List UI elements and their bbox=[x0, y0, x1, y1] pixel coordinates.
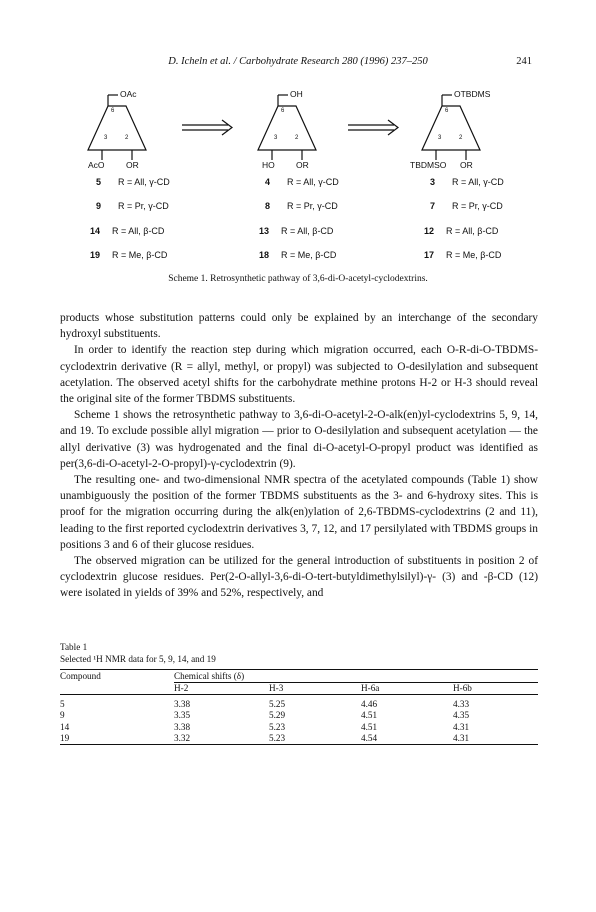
structure-1-right-sub: OR bbox=[126, 160, 139, 170]
scheme-caption: Scheme 1. Retrosynthetic pathway of 3,6-di-O-acetyl-cyclodextrins. bbox=[168, 274, 428, 284]
table-cell: 4.31 bbox=[453, 721, 470, 732]
column-header: H-2 bbox=[174, 683, 189, 694]
table-cell: 5.23 bbox=[269, 721, 286, 732]
table-caption bbox=[60, 641, 216, 665]
table-title: Selected ¹H NMR data for 5, 9, 14, and 19 bbox=[60, 654, 216, 664]
structure-3-top-label: OTBDMS bbox=[454, 89, 491, 99]
journal-citation: D. Icheln et al. / Carbohydrate Research 280 (1996) 237–250 bbox=[168, 56, 428, 67]
structure-1-c2: 2 bbox=[125, 135, 129, 141]
structure-2-top-label: OH bbox=[290, 89, 303, 99]
structure-1-left-sub: AcO bbox=[88, 160, 105, 170]
structure-1-c6: 6 bbox=[111, 108, 115, 114]
table-cell: 5.25 bbox=[269, 698, 286, 709]
compound-entry: 14 R = All, β-CD bbox=[90, 226, 165, 236]
structure-2-left-sub: HO bbox=[262, 160, 275, 170]
structure-1-c3: 3 bbox=[104, 135, 108, 141]
table-cell: 3.32 bbox=[174, 733, 191, 744]
paragraph: products whose substitution patterns could only be explained by an interchange of the secondary hydroxyl substituents. bbox=[60, 312, 538, 341]
nmr-table bbox=[60, 669, 538, 745]
structure-2-c6: 6 bbox=[281, 108, 285, 114]
column-header: Compound bbox=[60, 671, 101, 681]
table-cell: 4.51 bbox=[361, 721, 378, 732]
page-number: 241 bbox=[516, 56, 532, 67]
structure-3-c2: 2 bbox=[459, 135, 463, 141]
compound-entry: 3 R = All, γ-CD bbox=[430, 177, 504, 187]
table-cell: 3.38 bbox=[174, 721, 191, 732]
structure-3-right-sub: OR bbox=[460, 160, 473, 170]
compound-entry: 17 R = Me, β-CD bbox=[424, 250, 502, 260]
compound-entry: 13 R = All, β-CD bbox=[259, 226, 334, 236]
table-cell: 9 bbox=[60, 710, 65, 721]
table-cell: 4.54 bbox=[361, 733, 378, 744]
paragraph: The resulting one- and two-dimensional NMR spectra of the acetylated compounds (Table 1) show unambiguously the position of the former TBDMS substituents as the 3- and 6-hydroxy sites. This is proof for the migration occurring during the alk(en)ylation of 2,6-TBDMS-cyclodextrins (2 and 11), leading to the first reported cyclodextrin derivatives 3, 7, 12, and 17 persilylated with TBDMS groups in positions 3 and 6 of their glucose residues. bbox=[60, 474, 538, 551]
table-cell: 4.35 bbox=[453, 710, 470, 721]
table-row bbox=[60, 733, 538, 745]
structure-3-c6: 6 bbox=[445, 108, 449, 114]
table-cell: 3.38 bbox=[174, 698, 191, 709]
table-cell: 5.29 bbox=[269, 710, 286, 721]
structure-3-c3: 3 bbox=[438, 135, 442, 141]
compound-entry: 5 R = All, γ-CD bbox=[96, 177, 170, 187]
compound-entry: 18 R = Me, β-CD bbox=[259, 250, 337, 260]
column-group-header: Chemical shifts (δ) bbox=[174, 670, 538, 683]
compound-entry: 9 R = Pr, γ-CD bbox=[96, 201, 169, 211]
paragraph: The observed migration can be utilized for the general introduction of substituents in position 2 of cyclodextrin glucose residues. Per(2-O-allyl-3,6-di-O-tert-butyldimethylsilyl)-γ- (3) and -β-CD (12) were isolated in yields of 39% and 52%, respectively, and bbox=[60, 555, 538, 600]
table-row bbox=[60, 710, 538, 722]
structure-2-c2: 2 bbox=[295, 135, 299, 141]
column-header: H-3 bbox=[269, 683, 284, 694]
running-header bbox=[0, 56, 596, 72]
table-cell: 3.35 bbox=[174, 710, 191, 721]
compound-entry: 8 R = Pr, γ-CD bbox=[265, 201, 338, 211]
table-label: Table 1 bbox=[60, 642, 88, 652]
paragraph: Scheme 1 shows the retrosynthetic pathway to 3,6-di-O-acetyl-2-O-alk(en)yl-cyclodextrins 5, 9, 14, and 19. To exclude possible allyl migration — prior to O-desilylation and subsequent acetylation — the allyl derivative (3) was hydrogenated and the final di-O-acetyl-O-propyl product was identified as per(3,6-di-O-acetyl-2-O-propyl)-γ-cyclodextrin (9). bbox=[60, 409, 538, 470]
compound-entry: 7 R = Pr, γ-CD bbox=[430, 201, 503, 211]
table-cell: 4.31 bbox=[453, 733, 470, 744]
table-cell: 4.46 bbox=[361, 698, 378, 709]
structure-2-c3: 3 bbox=[274, 135, 278, 141]
column-header: H-6a bbox=[361, 683, 380, 694]
structure-1-top-label: OAc bbox=[120, 89, 137, 99]
table-cell: 5 bbox=[60, 698, 65, 709]
compound-entry: 19 R = Me, β-CD bbox=[90, 250, 168, 260]
table-cell: 5.23 bbox=[269, 733, 286, 744]
structure-2-right-sub: OR bbox=[296, 160, 309, 170]
scheme-1 bbox=[60, 80, 540, 180]
column-header: H-6b bbox=[453, 683, 472, 694]
table-cell: 4.33 bbox=[453, 698, 470, 709]
table-row bbox=[60, 721, 538, 733]
paragraph: In order to identify the reaction step during which migration occurred, each O-R-di-O-TBDMS-cyclodextrin derivative (R = allyl, methyl, or propyl) was subjected to O-desilylation and subsequent acetylation. The observed acetyl shifts for the carbohydrate methine protons H-2 or H-3 should reveal the original site of the former TBDMS substituents. bbox=[60, 344, 538, 406]
body-text bbox=[60, 310, 538, 602]
table-row bbox=[60, 695, 538, 710]
table-cell: 19 bbox=[60, 733, 70, 744]
structure-3-left-sub: TBDMSO bbox=[410, 160, 447, 170]
compound-entry: 4 R = All, γ-CD bbox=[265, 177, 339, 187]
table-cell: 14 bbox=[60, 721, 70, 732]
table-cell: 4.51 bbox=[361, 710, 378, 721]
compound-entry: 12 R = All, β-CD bbox=[424, 226, 499, 236]
